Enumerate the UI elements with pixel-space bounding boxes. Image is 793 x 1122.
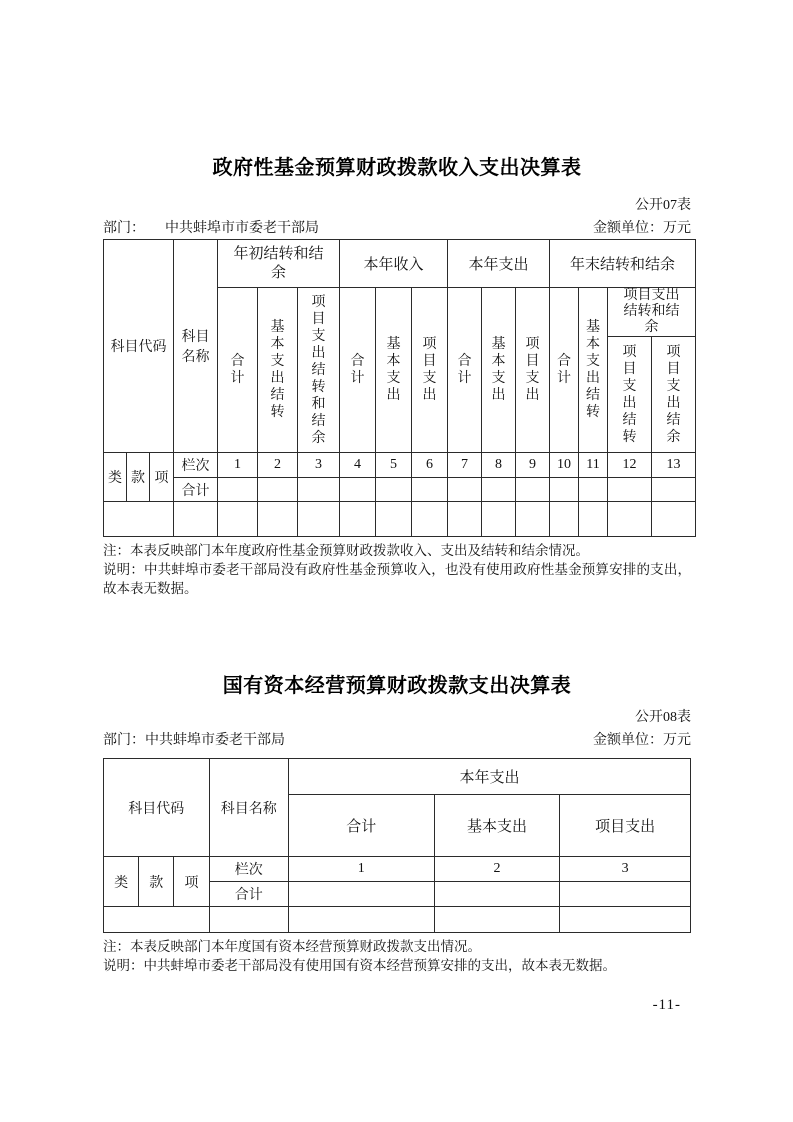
value-cell — [550, 478, 579, 502]
header-subject-code: 科目代码 — [104, 240, 174, 453]
empty-name-cell — [174, 502, 218, 537]
header-g1-total: 合计 — [218, 288, 258, 453]
value-cell — [412, 478, 448, 502]
col-number: 2 — [434, 857, 560, 882]
value-cell — [434, 882, 560, 907]
value-cell — [482, 478, 516, 502]
header-total: 合计 — [288, 795, 434, 857]
col-number: 9 — [516, 453, 550, 478]
value-cell — [448, 502, 482, 537]
col-number: 1 — [288, 857, 434, 882]
lanci-label: 栏次 — [174, 453, 218, 478]
code-col-xiang: 项 — [174, 857, 209, 907]
table1-form-number: 公开07表 — [635, 198, 691, 213]
col-number: 2 — [258, 453, 298, 478]
value-cell — [560, 907, 691, 933]
total-row-label: 合计 — [174, 478, 218, 502]
value-cell — [608, 478, 652, 502]
value-cell — [340, 502, 376, 537]
header-g2-total: 合计 — [340, 288, 376, 453]
col-number: 5 — [376, 453, 412, 478]
state-capital-budget-table — [103, 758, 691, 933]
value-cell — [516, 478, 550, 502]
col-number: 3 — [298, 453, 340, 478]
header-group-begin-carryover: 年初结转和结余 — [218, 240, 340, 288]
table2-form-number: 公开08表 — [635, 710, 691, 725]
col-number: 12 — [608, 453, 652, 478]
header-subject-name: 科目名称 — [174, 240, 218, 453]
value-cell — [340, 478, 376, 502]
header-g2-project: 项目支出 — [412, 288, 448, 453]
col-number: 4 — [340, 453, 376, 478]
header-group-end-carryover: 年末结转和结余 — [550, 240, 696, 288]
table2-title: 国有资本经营预算财政拨款支出决算表 — [222, 675, 572, 697]
header-g3-basic: 基本支出 — [482, 288, 516, 453]
table1-note: 注：本表反映部门本年度政府性基金预算财政拨款收入、支出及结转和结余情况。 — [103, 543, 589, 558]
gov-fund-budget-table — [103, 239, 696, 537]
code-col-lei: 类 — [104, 453, 127, 502]
table2-meta-line — [103, 732, 691, 750]
header-subject-code: 科目代码 — [104, 759, 210, 857]
value-cell — [652, 502, 696, 537]
col-number: 10 — [550, 453, 579, 478]
value-cell — [560, 882, 691, 907]
value-cell — [298, 478, 340, 502]
value-cell — [288, 882, 434, 907]
page-content — [103, 0, 691, 1014]
col-number: 6 — [412, 453, 448, 478]
code-col-kuan: 款 — [127, 453, 150, 502]
page-number: -11- — [652, 997, 681, 1013]
col-number: 11 — [579, 453, 608, 478]
value-cell — [412, 502, 448, 537]
value-cell — [218, 478, 258, 502]
code-col-lei: 类 — [104, 857, 139, 907]
value-cell — [288, 907, 434, 933]
header-g4-total: 合计 — [550, 288, 579, 453]
col-number: 13 — [652, 453, 696, 478]
header-group-current-expenditure: 本年支出 — [288, 759, 690, 795]
header-project-expenditure: 项目支出 — [560, 795, 691, 857]
header-g1-basic-carryover: 基本支出结转 — [258, 288, 298, 453]
col-number: 7 — [448, 453, 482, 478]
table1-meta-line — [103, 220, 691, 238]
code-col-kuan: 款 — [139, 857, 174, 907]
header-group-current-income: 本年收入 — [340, 240, 448, 288]
table1-notes — [103, 541, 691, 598]
col-number: 3 — [560, 857, 691, 882]
header-basic-expenditure: 基本支出 — [434, 795, 560, 857]
table2-department — [103, 732, 285, 750]
table2-note: 注：本表反映部门本年度国有资本经营预算财政拨款支出情况。 — [103, 939, 481, 954]
header-g4-project-carryforward: 项目支出结转 — [608, 337, 652, 453]
header-group-current-expenditure: 本年支出 — [448, 240, 550, 288]
table1-explanation: 说明：中共蚌埠市委老干部局没有政府性基金预算收入，也没有使用政府性基金预算安排的支出，故本表无数据。 — [103, 562, 691, 596]
header-g1-project-carryover: 项目支出结转和结余 — [298, 288, 340, 453]
value-cell — [258, 502, 298, 537]
table1-department-label: 部门： — [103, 221, 145, 236]
table2-unit-label: 金额单位：万元 — [593, 733, 691, 748]
table2-department-value: 中共蚌埠市委老干部局 — [145, 733, 285, 748]
value-cell — [550, 502, 579, 537]
value-cell — [579, 502, 608, 537]
total-row-label: 合计 — [209, 882, 288, 907]
value-cell — [376, 502, 412, 537]
header-subject-name: 科目名称 — [209, 759, 288, 857]
table2-explanation: 说明：中共蚌埠市委老干部局没有使用国有资本经营预算安排的支出，故本表无数据。 — [103, 958, 616, 973]
value-cell — [652, 478, 696, 502]
value-cell — [608, 502, 652, 537]
value-cell — [298, 502, 340, 537]
value-cell — [448, 478, 482, 502]
table1-department-value: 中共蚌埠市市委老干部局 — [165, 221, 319, 236]
table2-notes — [103, 937, 691, 975]
code-col-xiang: 项 — [150, 453, 174, 502]
value-cell — [258, 478, 298, 502]
value-cell — [482, 502, 516, 537]
header-g3-total: 合计 — [448, 288, 482, 453]
empty-code-cell — [104, 907, 210, 933]
table2-department-label: 部门： — [103, 733, 145, 748]
table1-title: 政府性基金预算财政拨款收入支出决算表 — [212, 157, 582, 179]
col-number: 8 — [482, 453, 516, 478]
value-cell — [434, 907, 560, 933]
header-g4-project-subgroup: 项目支出结转和结余 — [608, 288, 696, 337]
header-g3-project: 项目支出 — [516, 288, 550, 453]
value-cell — [218, 502, 258, 537]
table1-department — [103, 220, 319, 238]
value-cell — [516, 502, 550, 537]
value-cell — [579, 478, 608, 502]
header-g4-basic-carryover: 基本支出结转 — [579, 288, 608, 453]
col-number: 1 — [218, 453, 258, 478]
value-cell — [376, 478, 412, 502]
empty-code-cell — [104, 502, 174, 537]
header-g4-project-balance: 项目支出结余 — [652, 337, 696, 453]
lanci-label: 栏次 — [209, 857, 288, 882]
empty-name-cell — [209, 907, 288, 933]
header-g2-basic: 基本支出 — [376, 288, 412, 453]
table1-unit-label: 金额单位：万元 — [593, 221, 691, 236]
